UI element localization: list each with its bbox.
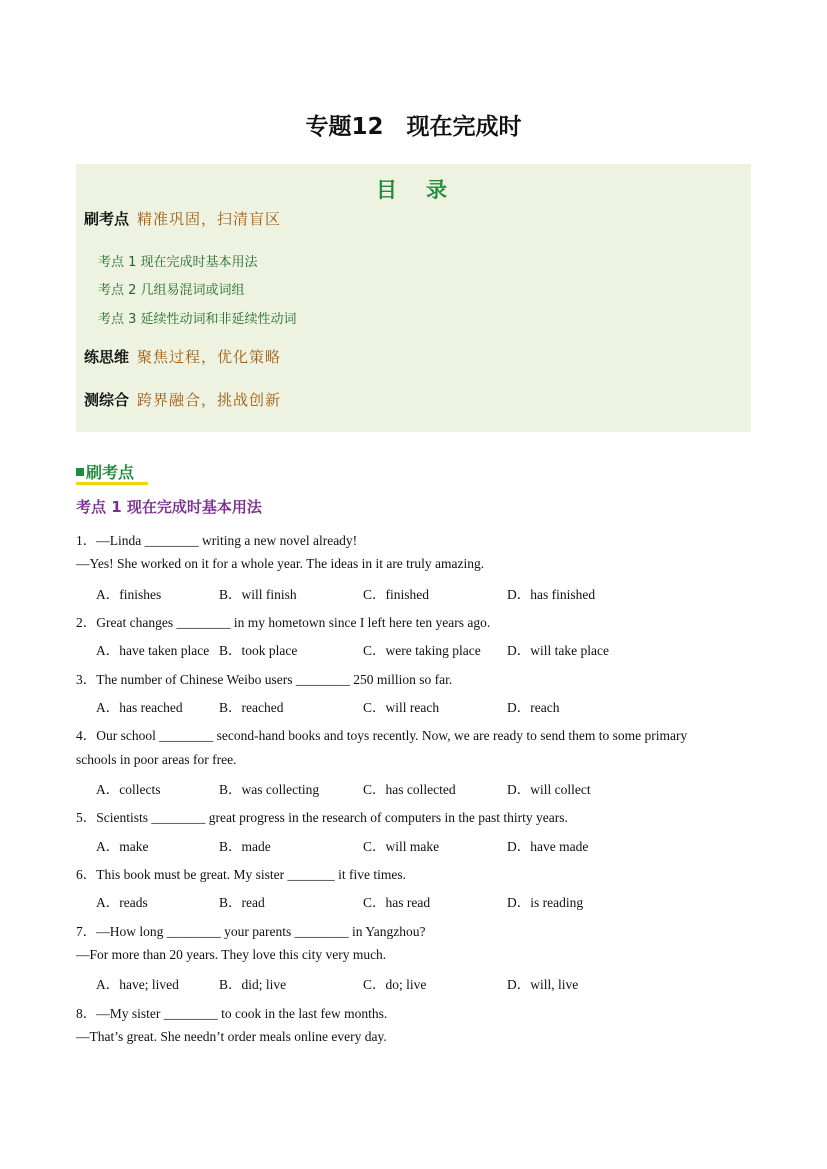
question-line: 8．—My sister ________ to cook in the last few months.: [76, 1006, 388, 1021]
toc-section-label: 测综合: [84, 391, 130, 409]
option-b[interactable]: B．reached: [219, 700, 284, 715]
table-of-contents: [76, 164, 751, 432]
toc-section-subtitle: 跨界融合，挑战创新: [137, 391, 282, 409]
section-heading-text: 刷考点: [86, 463, 135, 482]
option-c[interactable]: C．finished: [363, 587, 429, 602]
question-line: 1．—Linda ________ writing a new novel already!: [76, 533, 358, 548]
option-d[interactable]: D．is reading: [507, 895, 584, 910]
toc-item-kaodian-3[interactable]: 考点 3 延续性动词和非延续性动词: [98, 312, 297, 327]
toc-section-shuakaodian[interactable]: [84, 208, 281, 229]
question-line: —That’s great. She needn’t order meals online every day.: [76, 1029, 387, 1044]
question-line: 5．Scientists ________ great progress in the research of computers in the past thirty years.: [76, 810, 568, 825]
toc-section-label: 练思维: [84, 348, 130, 366]
option-b[interactable]: B．read: [219, 895, 265, 910]
option-c[interactable]: C．has collected: [363, 782, 456, 797]
kaodian-title: 考点 1 现在完成时基本用法: [76, 498, 262, 516]
question-line: 6．This book must be great. My sister _______ it five times.: [76, 867, 406, 882]
toc-section-cezonghe[interactable]: [84, 389, 281, 410]
toc-heading: 目 录: [376, 178, 451, 202]
page-title: 专题12 现在完成时: [305, 114, 522, 140]
option-a[interactable]: A．have; lived: [96, 977, 179, 992]
toc-section-liansiwei[interactable]: [84, 346, 281, 367]
option-a[interactable]: A．finishes: [96, 587, 162, 602]
option-a[interactable]: A．has reached: [96, 700, 183, 715]
option-b[interactable]: B．did; live: [219, 977, 287, 992]
option-a[interactable]: A．collects: [96, 782, 161, 797]
toc-section-subtitle: 精准巩固，扫清盲区: [137, 210, 282, 228]
toc-section-label: 刷考点: [84, 210, 130, 228]
option-d[interactable]: D．will collect: [507, 782, 591, 797]
option-c[interactable]: C．do; live: [363, 977, 427, 992]
section-heading: [76, 460, 134, 483]
option-d[interactable]: D．has finished: [507, 587, 596, 602]
question-line: schools in poor areas for free.: [76, 752, 237, 767]
toc-section-subtitle: 聚焦过程，优化策略: [137, 348, 282, 366]
option-d[interactable]: D．will take place: [507, 643, 609, 658]
toc-item-kaodian-1[interactable]: 考点 1 现在完成时基本用法: [98, 255, 258, 270]
option-a[interactable]: A．have taken place: [96, 643, 210, 658]
option-d[interactable]: D．have made: [507, 839, 589, 854]
option-c[interactable]: C．has read: [363, 895, 431, 910]
question-line: 3．The number of Chinese Weibo users ________ 250 million so far.: [76, 672, 453, 687]
option-b[interactable]: B．will finish: [219, 587, 297, 602]
toc-item-kaodian-2[interactable]: 考点 2 几组易混词或词组: [98, 283, 245, 298]
option-c[interactable]: C．will reach: [363, 700, 440, 715]
question-line: 7．—How long ________ your parents ________ in Yangzhou?: [76, 924, 426, 939]
option-d[interactable]: D．will, live: [507, 977, 579, 992]
option-b[interactable]: B．made: [219, 839, 271, 854]
option-b[interactable]: B．was collecting: [219, 782, 320, 797]
question-line: —Yes! She worked on it for a whole year. The ideas in it are truly amazing.: [76, 556, 485, 571]
question-line: 2．Great changes ________ in my hometown since I left here ten years ago.: [76, 615, 491, 630]
square-bullet-icon: [76, 468, 84, 476]
question-line: —For more than 20 years. They love this city very much.: [76, 947, 387, 962]
option-c[interactable]: C．will make: [363, 839, 440, 854]
option-d[interactable]: D．reach: [507, 700, 560, 715]
option-c[interactable]: C．were taking place: [363, 643, 481, 658]
option-a[interactable]: A．make: [96, 839, 149, 854]
option-b[interactable]: B．took place: [219, 643, 298, 658]
option-a[interactable]: A．reads: [96, 895, 148, 910]
question-line: 4．Our school ________ second-hand books and toys recently. Now, we are ready to send them to some primary: [76, 728, 688, 743]
heading-underline: [76, 482, 148, 485]
